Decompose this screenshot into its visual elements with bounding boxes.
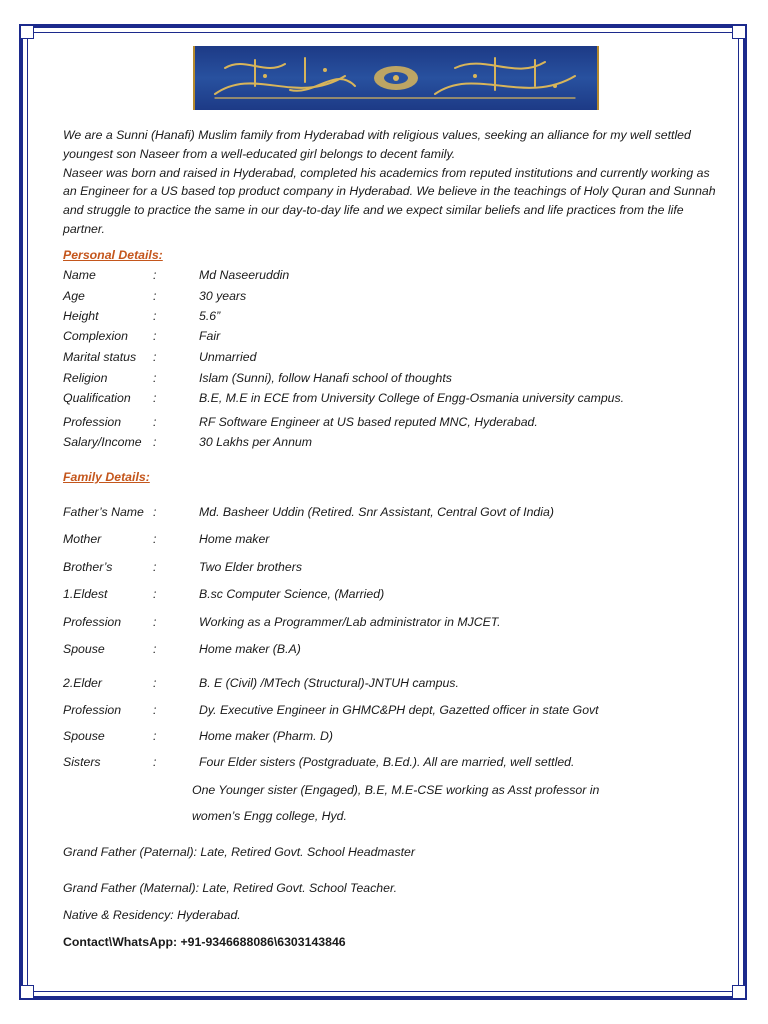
corner-ornament-top-left	[20, 25, 34, 39]
family-details-heading: Family Details:	[63, 470, 150, 484]
intro-paragraph-1: We are a Sunni (Hanafi) Muslim family from Hyderabad with religious values, seeking an alliance for my well settled youngest son Naseer from a well-educated girl belongs to decent family.	[63, 128, 691, 161]
sisters-detail-line-2: One Younger sister (Engaged), B.E, M.E-CSE working as Asst professor in	[192, 783, 600, 797]
calligraphy-banner-icon	[193, 46, 599, 110]
corner-ornament-top-right	[732, 25, 746, 39]
personal-details-heading: Personal Details:	[63, 248, 163, 262]
corner-ornament-bottom-left	[20, 985, 34, 999]
intro-text	[63, 126, 718, 239]
corner-ornament-bottom-right	[732, 985, 746, 999]
grandfather-maternal: Grand Father (Maternal): Late, Retired Govt. School Teacher.	[63, 881, 397, 895]
grandfather-paternal: Grand Father (Paternal): Late, Retired Govt. School Headmaster	[63, 845, 415, 859]
contact-info: Contact\WhatsApp: +91-9346688086\6303143846	[63, 935, 346, 949]
native-residency: Native & Residency: Hyderabad.	[63, 908, 241, 922]
intro-paragraph-2: Naseer was born and raised in Hyderabad, completed his academics from reputed institutions and currently working as an Engineer for a US based top product company in Hyderabad. We believe in the teachings of Holy Quran and Sunnah and struggle to practice the same in our day-to-day life and we expect similar beliefs and life practices from the life partner.	[63, 165, 716, 236]
sisters-detail-line-3: women’s Engg college, Hyd.	[192, 809, 347, 823]
